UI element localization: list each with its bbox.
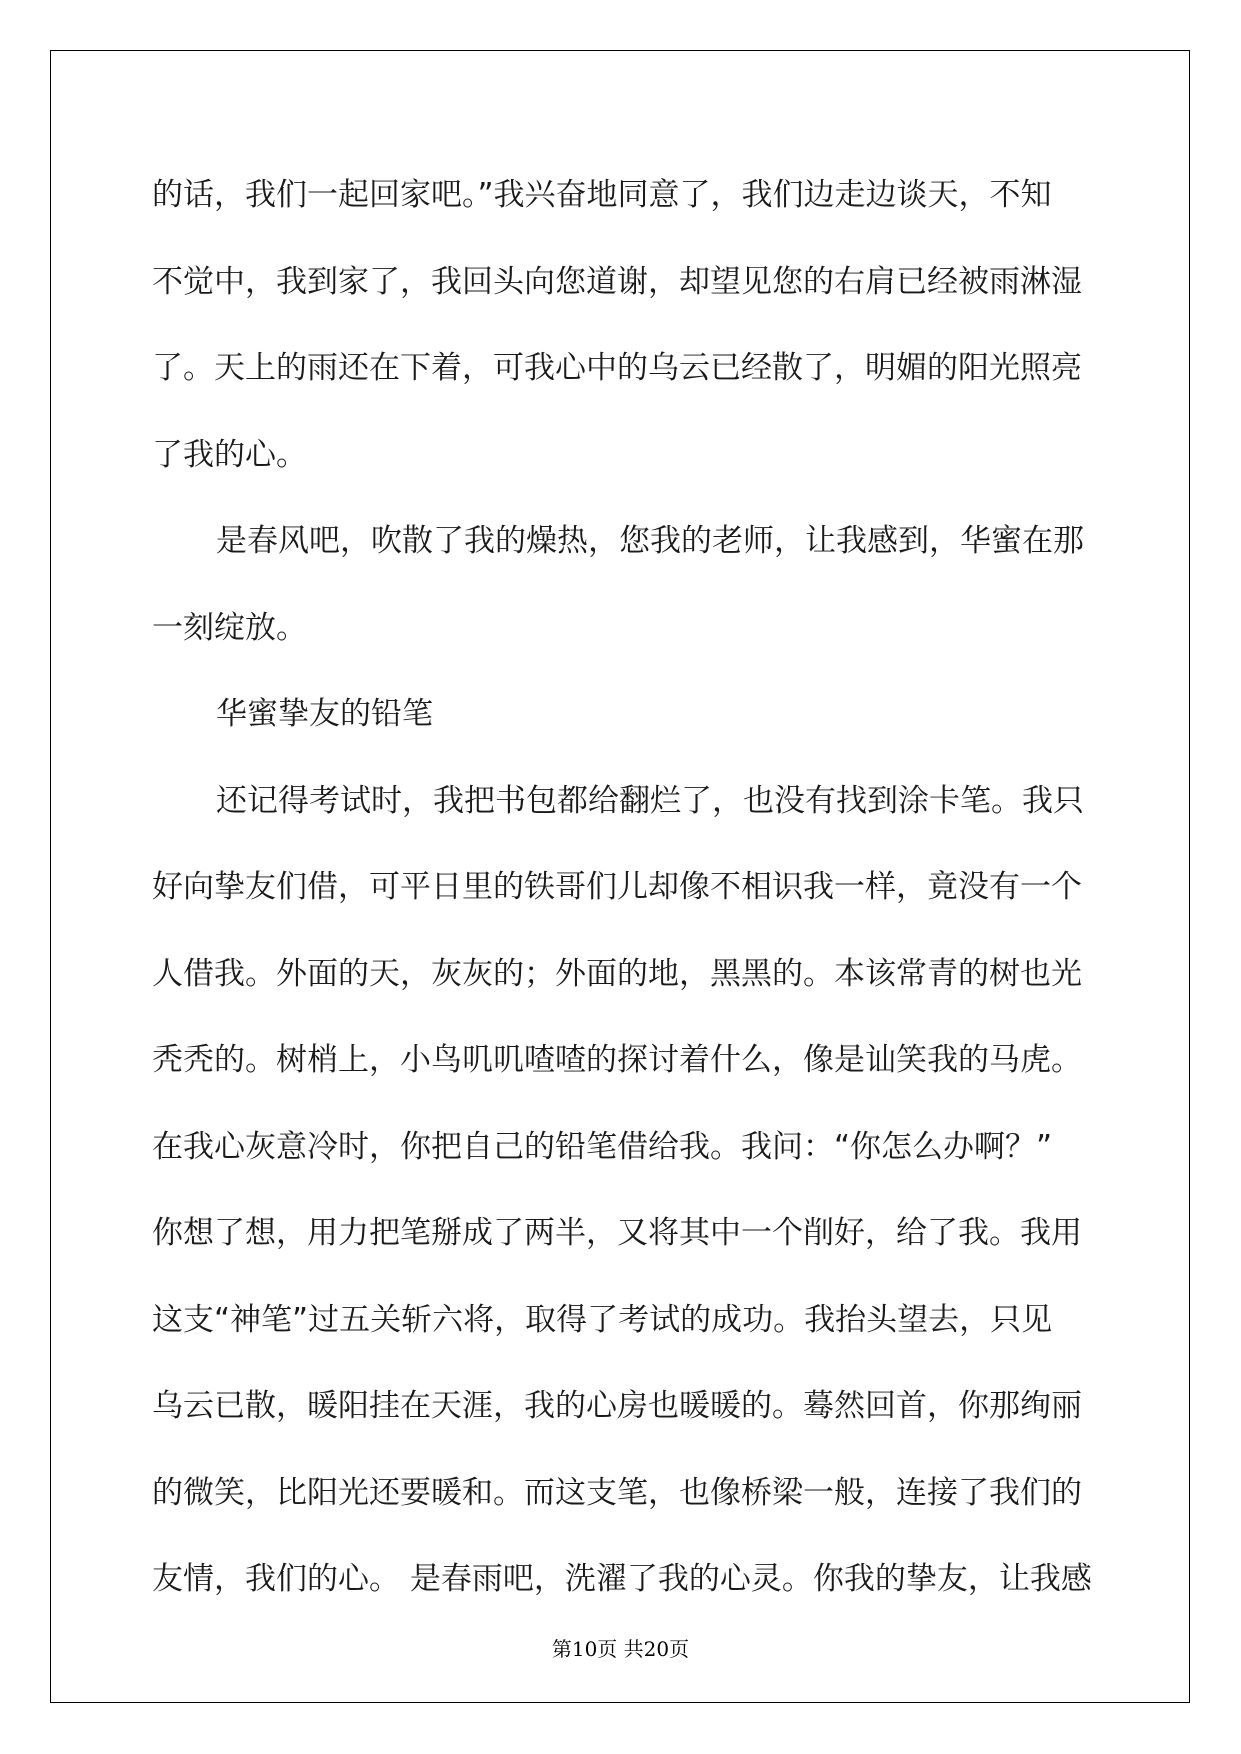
text-line: 秃秃的。树梢上，小鸟叽叽喳喳的探讨着什么，像是讪笑我的马虎。 bbox=[152, 1042, 1082, 1078]
text-line: 友情，我们的心。 是春雨吧，洗濯了我的心灵。你我的挚友，让我感 bbox=[152, 1561, 1092, 1597]
section-title: 华蜜挚友的铅笔 bbox=[216, 696, 433, 732]
page-number-footer: 第10页 共20页 bbox=[551, 1637, 690, 1661]
text-line: 这支“神笔”过五关斩六将，取得了考试的成功。我抬头望去，只见 bbox=[152, 1301, 1053, 1338]
text-line: 不觉中，我到家了，我回头向您道谢，却望见您的右肩已经被雨淋湿 bbox=[152, 263, 1082, 300]
text-line: 好向挚友们借，可平日里的铁哥们儿却像不相识我一样，竟没有一个 bbox=[152, 869, 1082, 905]
text-line: 还记得考试时，我把书包都给翻烂了，也没有找到涂卡笔。我只 bbox=[216, 782, 1084, 819]
document-body bbox=[152, 152, 1092, 1623]
text-line: 是春风吧，吹散了我的燥热，您我的老师，让我感到，华蜜在那 bbox=[216, 523, 1084, 559]
text-line: 了我的心。 bbox=[152, 436, 307, 473]
text-line: 你想了想，用力把笔掰成了两半，又将其中一个削好，给了我。我用 bbox=[152, 1215, 1082, 1251]
text-line: 了。天上的雨还在下着，可我心中的乌云已经散了，明媚的阳光照亮 bbox=[152, 350, 1082, 386]
text-line: 一刻绽放。 bbox=[152, 609, 307, 646]
text-line: 人借我。外面的天，灰灰的；外面的地，黑黑的。本该常青的树也光 bbox=[152, 955, 1082, 992]
text-line: 乌云已散，暖阳挂在天涯，我的心房也暖暖的。蓦然回首，你那绚丽 bbox=[152, 1388, 1082, 1424]
text-line: 在我心灰意冷时，你把自己的铅笔借给我。我问：“你怎么办啊？” bbox=[152, 1128, 1053, 1165]
text-line: 的微笑，比阳光还要暖和。而这支笔，也像桥梁一般，连接了我们的 bbox=[152, 1474, 1082, 1511]
text-line: 的话，我们一起回家吧。”我兴奋地同意了，我们边走边谈天，不知 bbox=[152, 177, 1052, 213]
